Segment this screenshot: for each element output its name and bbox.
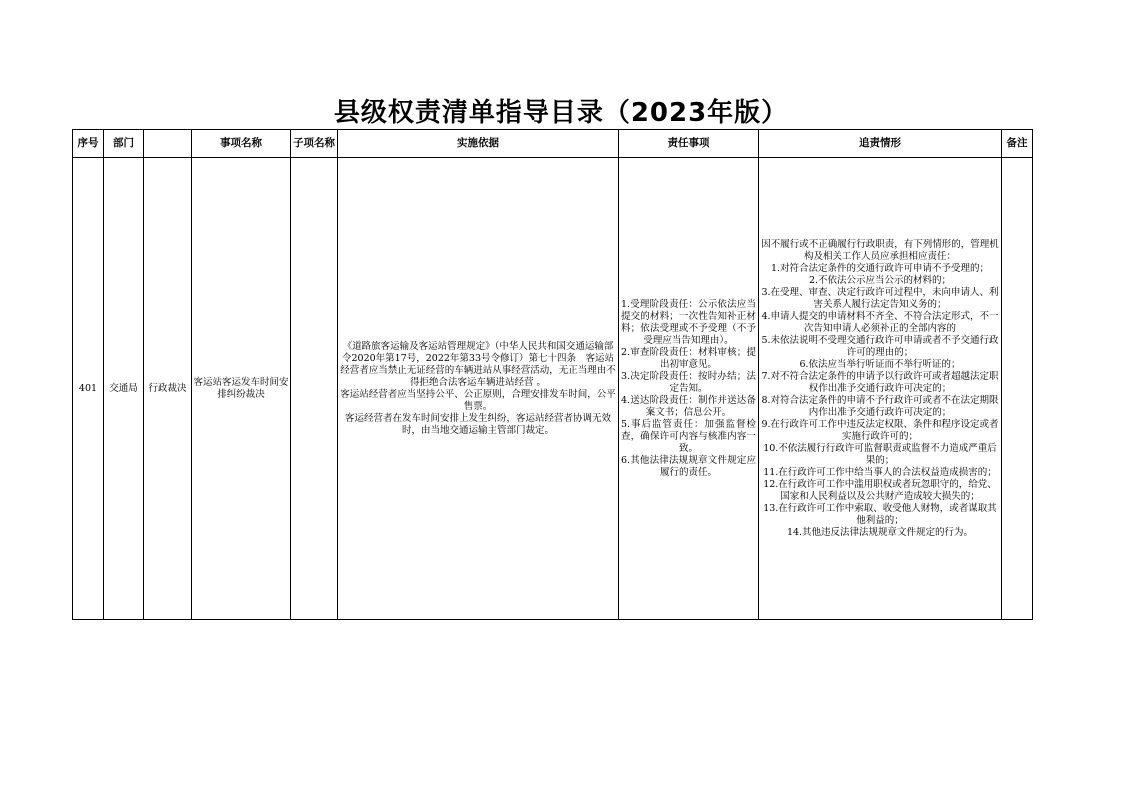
basis-paragraph: 客运站经营者应当坚持公平、公正原则，合理安排发车时间，公平售票。 bbox=[340, 388, 616, 412]
responsibility-item: 6.其他法律法规规章文件规定应履行的责任。 bbox=[621, 454, 756, 478]
cell-responsibility bbox=[619, 158, 759, 620]
responsibility-item: 1.受理阶段责任：公示依法应当提交的材料；一次性告知补正材料；依法受理或不予受理（不予受理应当告知理由）。 bbox=[621, 298, 756, 346]
header-basis: 实施依据 bbox=[338, 130, 619, 158]
responsibility-item: 4.送达阶段责任：制作并送达备案文书；信息公开。 bbox=[621, 394, 756, 418]
basis-paragraph: 《道路旅客运输及客运站管理规定》（中华人民共和国交通运输部令2020年第17号，2022年第33号令修订）第七十四条 客运站经营者应当禁止无证经营的车辆进站从事经营活动，无正当理由不得拒绝合法客运车辆进站经营 。 bbox=[340, 340, 616, 388]
responsibility-item: 3.决定阶段责任：按时办结；法定告知。 bbox=[621, 370, 756, 394]
header-seq: 序号 bbox=[73, 130, 104, 158]
header-accountability: 追责情形 bbox=[759, 130, 1002, 158]
header-item-name: 事项名称 bbox=[192, 130, 291, 158]
responsibility-table bbox=[72, 129, 1033, 620]
cell-remarks bbox=[1002, 158, 1033, 620]
table-row bbox=[73, 158, 1033, 620]
responsibility-item: 5.事后监管责任：加强监督检查，确保许可内容与核准内容一致。 bbox=[621, 418, 756, 454]
cell-category: 行政裁决 bbox=[144, 158, 192, 620]
cell-sub-item bbox=[291, 158, 338, 620]
table-header-row bbox=[73, 130, 1033, 158]
accountability-item: 因不履行或不正确履行行政职责，有下列情形的，管理机构及相关工作人员应承担相应责任： bbox=[761, 238, 999, 262]
page-title: 县级权责清单指导目录（2023年版） bbox=[333, 98, 789, 128]
header-dept: 部门 bbox=[104, 130, 144, 158]
cell-basis bbox=[338, 158, 619, 620]
header-sub-item: 子项名称 bbox=[291, 130, 338, 158]
accountability-item: 13.在行政许可工作中索取、收受他人财物，或者谋取其他利益的； bbox=[763, 502, 997, 526]
accountability-item: 14.其他违反法律法规规章文件规定的行为。 bbox=[786, 526, 974, 538]
accountability-item: 10.不依法履行行政许可监督职责或监督不力造成严重后果的； bbox=[763, 442, 997, 466]
accountability-item: 8.对符合法定条件的申请不予行政许可或者不在法定期限内作出准予交通行政许可决定的； bbox=[761, 394, 999, 418]
cell-dept: 交通局 bbox=[104, 158, 144, 620]
cell-accountability bbox=[759, 158, 1002, 620]
accountability-item: 5.未依法说明不受理交通行政许可申请或者不予交通行政许可的理由的； bbox=[761, 334, 999, 358]
basis-paragraph: 客运经营者在发车时间安排上发生纠纷，客运站经营者协调无效时，由当地交通运输主管部门裁定。 bbox=[344, 412, 611, 436]
accountability-item: 7.对不符合法定条件的申请予以行政许可或者超越法定职权作出准予交通行政许可决定的； bbox=[761, 370, 999, 394]
accountability-item: 4.申请人提交的申请材料不齐全、不符合法定形式，不一次告知申请人必须补正的全部内容的 bbox=[761, 310, 999, 334]
responsibility-item: 2.审查阶段责任：材料审核；提出初审意见。 bbox=[621, 346, 756, 370]
header-remarks: 备注 bbox=[1002, 130, 1033, 158]
accountability-item: 11.在行政许可工作中给当事人的合法权益造成损害的； bbox=[763, 466, 997, 478]
accountability-item: 9.在行政许可工作中违反法定权限、条件和程序设定或者实施行政许可的； bbox=[761, 418, 999, 442]
accountability-item: 6.依法应当举行听证而不举行听证的； bbox=[799, 358, 961, 370]
cell-seq: 401 bbox=[73, 158, 104, 620]
accountability-item: 1.对符合法定条件的交通行政许可申请不予受理的； bbox=[770, 262, 990, 274]
cell-item-name: 客运站客运发车时间安排纠纷裁决 bbox=[192, 158, 291, 620]
header-category bbox=[144, 130, 192, 158]
accountability-item: 2.不依法公示应当公示的材料的； bbox=[808, 274, 952, 286]
accountability-item: 3.在受理、审查、决定行政许可过程中，未向申请人、利害关系人履行法定告知义务的； bbox=[761, 286, 999, 310]
header-responsibility: 责任事项 bbox=[619, 130, 759, 158]
accountability-item: 12.在行政许可工作中滥用职权或者玩忽职守的，给党、国家和人民利益以及公共财产造成较大损失的； bbox=[763, 478, 997, 502]
